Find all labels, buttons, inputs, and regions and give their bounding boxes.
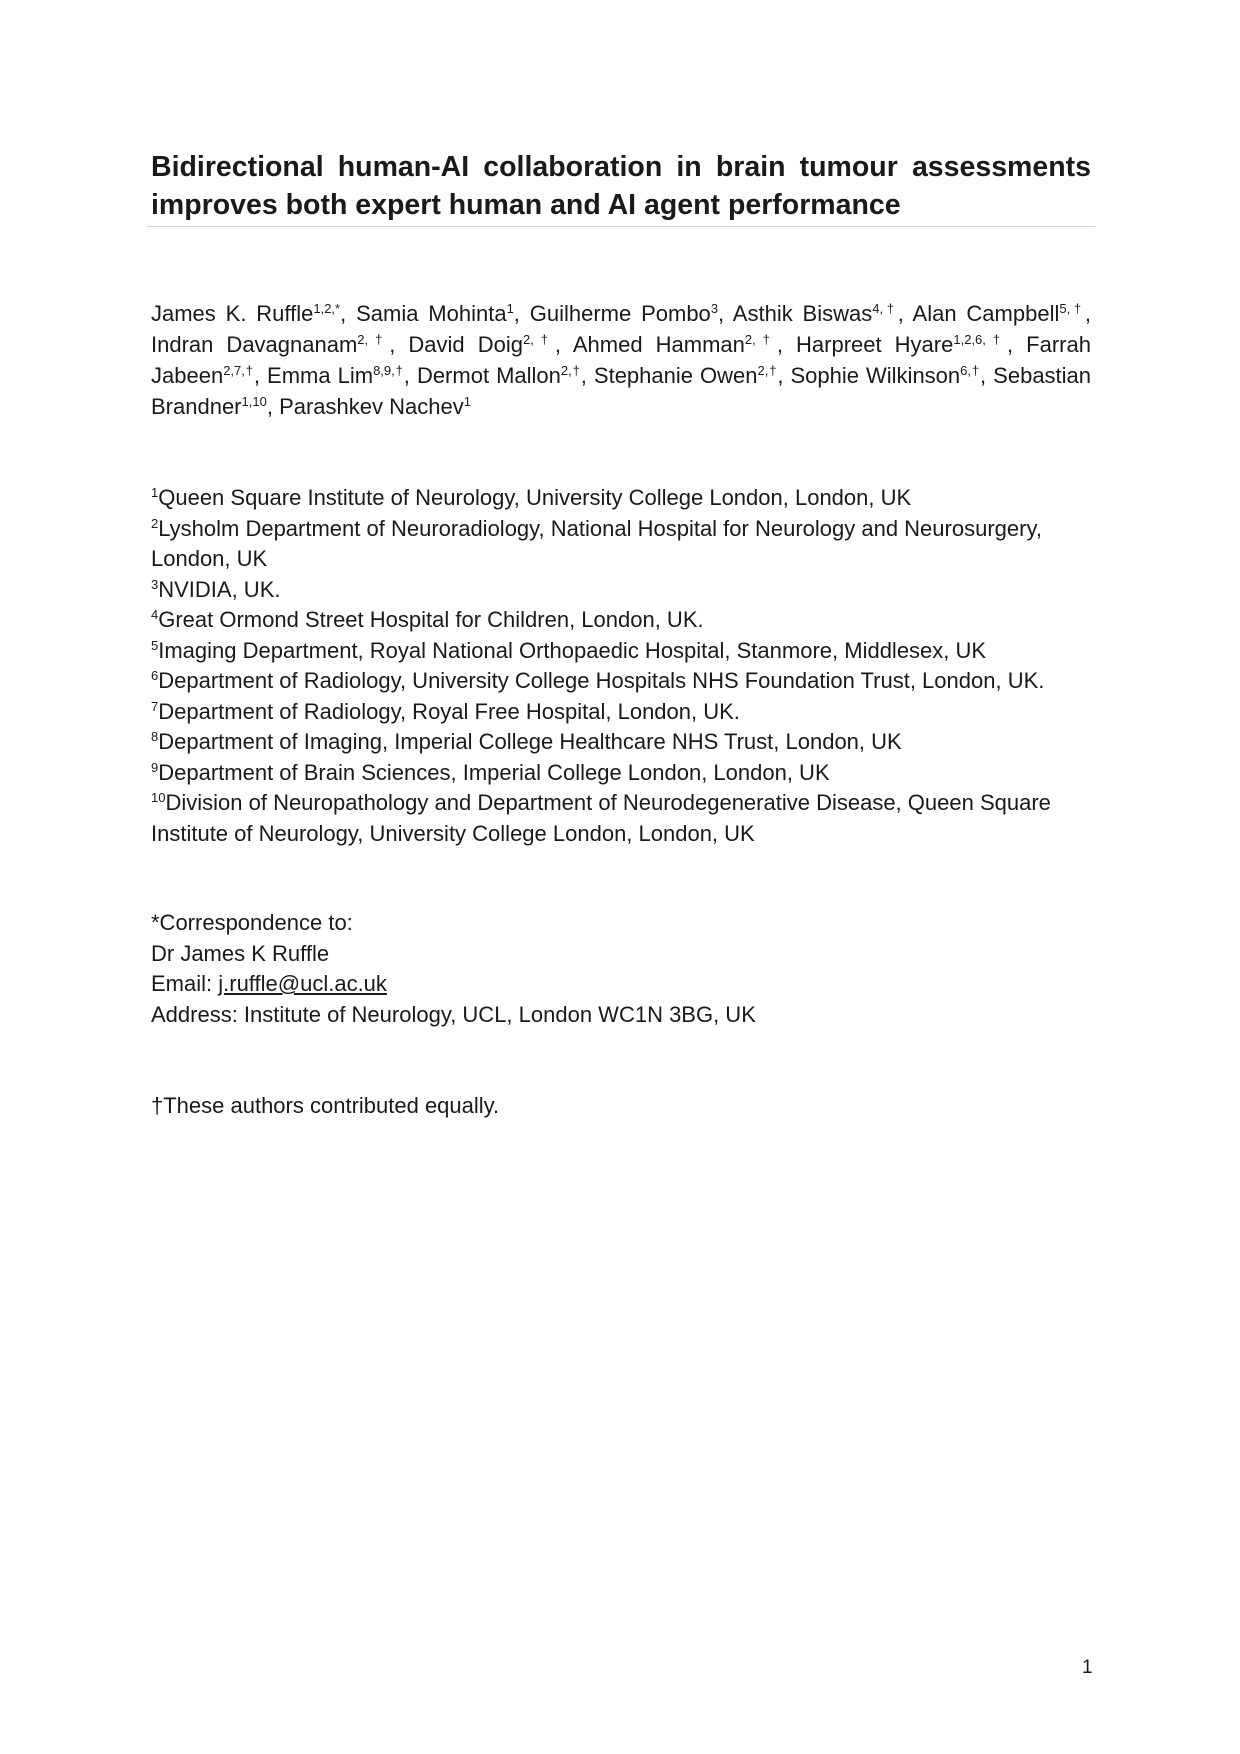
affiliation-text: Lysholm Department of Neuroradiology, National Hospital for Neurology and Neurosurgery, London, UK xyxy=(151,515,1042,571)
author xyxy=(267,363,404,388)
author-affiliation-marks: 3 xyxy=(710,301,719,316)
affiliation-number: 2 xyxy=(151,515,159,531)
affiliation-number: 10 xyxy=(151,790,166,805)
affiliation-number: 4 xyxy=(151,607,159,622)
affiliation-text: Great Ormond Street Hospital for Children, London, UK. xyxy=(158,607,704,632)
affiliation-number: 8 xyxy=(151,729,159,744)
author-name: Ahmed Hamman xyxy=(572,332,745,357)
affiliation-item xyxy=(151,727,1091,758)
author-name: Harpreet Hyare xyxy=(796,332,954,357)
author-affiliation-marks: 2,† xyxy=(522,332,555,347)
author-name: Indran Davagnanam xyxy=(151,332,358,357)
author-affiliation-marks: 2,7,† xyxy=(223,363,254,378)
email-link[interactable]: j.ruffle@ucl.ac.uk xyxy=(218,971,387,996)
author-affiliation-marks: 1 xyxy=(463,394,471,409)
author-name: Sebastian Brandner xyxy=(151,363,1092,419)
author-name: Alan Campbell xyxy=(912,301,1060,326)
affiliation-number: 6 xyxy=(151,668,159,683)
author-affiliation-marks: 1,2,* xyxy=(313,301,341,316)
author-affiliation-marks: 2,† xyxy=(744,332,777,347)
author xyxy=(151,301,340,326)
author xyxy=(594,363,777,388)
affiliation-item xyxy=(151,605,1091,636)
author-list: James K. Ruffle$^{1,2,*}$, Samia Mohinta$^1$, Guilherme Pombo$^3$, Asthik Biswas$^{4,\dagger}$, Alan Campbell$^{5,\dagger}$, Indran Davagnanam$^{2,\dagger}$, David Doig$^{2,\dagger}$, Ahmed Hamman$^{2,\dagger}$, Harpreet Hyare$^{1,2,6,\dagger}$, Farrah Jabeen$^{2,7,\dagger}$, Emma Lim$^{8,9,\dagger}$, Dermot Mallon$^{2,\dagger}$, Stephanie Owen$^{2,\dagger}$, Sophie Wilkinson$^{6,\dagger}$, Sebastian Brandner$^{1,10}$, Parashkev Nachev$^1$ xyxy=(151,301,1092,419)
affiliation-list xyxy=(151,483,1091,849)
author-affiliation-marks: 2,† xyxy=(757,363,778,378)
author-name: Emma Lim xyxy=(267,363,374,388)
author-affiliation-marks: 1 xyxy=(506,301,514,316)
author-name: Parashkev Nachev xyxy=(279,394,464,419)
author-name: Dermot Mallon xyxy=(416,363,561,388)
author xyxy=(913,301,1085,326)
author-affiliation-marks: 2,† xyxy=(560,363,581,378)
correspondence-heading: *Correspondence to: xyxy=(151,910,353,935)
affiliation-item xyxy=(151,697,1091,728)
author-affiliation-marks: 8,9,† xyxy=(373,363,404,378)
affiliation-item xyxy=(151,636,1091,667)
author-name: Asthik Biswas xyxy=(732,301,873,326)
author xyxy=(733,301,898,326)
author xyxy=(791,363,981,388)
affiliation-number: 5 xyxy=(151,637,159,653)
affiliation-number: 3 xyxy=(151,576,159,592)
author-name: David Doig xyxy=(408,332,523,357)
author xyxy=(530,301,718,326)
affiliation-item xyxy=(151,788,1091,849)
affiliation-number: 9 xyxy=(151,759,159,775)
author xyxy=(796,332,1007,357)
author xyxy=(417,363,581,388)
author xyxy=(408,332,555,357)
affiliation-item xyxy=(151,758,1091,789)
affiliation-text: Department of Brain Sciences, Imperial College London, London, UK xyxy=(158,759,830,785)
affiliation-text: Imaging Department, Royal National Orthopaedic Hospital, Stanmore, Middlesex, UK xyxy=(158,637,987,663)
author xyxy=(573,332,777,357)
affiliation-number: 1 xyxy=(151,485,159,500)
correspondence-name: Dr James K Ruffle xyxy=(151,940,330,966)
title-divider xyxy=(147,226,1095,227)
correspondence-address: Address: Institute of Neurology, UCL, London WC1N 3BG, UK xyxy=(151,1001,756,1027)
paper-title: Bidirectional human-AI collaboration in brain tumour assessments improves both expert human and AI agent performance xyxy=(151,151,1091,221)
author-affiliation-marks: 4,† xyxy=(872,301,898,316)
author-affiliation-marks: 5,† xyxy=(1059,301,1085,316)
affiliation-text: Department of Imaging, Imperial College Healthcare NHS Trust, London, UK xyxy=(158,729,902,754)
affiliation-item xyxy=(151,575,1091,606)
affiliation-text: NVIDIA, UK. xyxy=(158,576,281,602)
affiliation-item xyxy=(151,514,1091,575)
affiliation-text: Division of Neuropathology and Department of Neurodegenerative Disease, Queen Square Institute of Neurology, University College London, London, UK xyxy=(151,790,1051,846)
author xyxy=(279,394,471,419)
author-name: Farrah Jabeen xyxy=(151,332,1091,388)
correspondence-block xyxy=(151,908,1091,1030)
affiliation-text: Department of Radiology, Royal Free Hospital, London, UK. xyxy=(158,698,740,724)
affiliation-text: Department of Radiology, University College Hospitals NHS Foundation Trust, London, UK. xyxy=(158,668,1045,693)
author-affiliation-marks: 6,† xyxy=(960,363,981,378)
author-affiliation-marks: 2,† xyxy=(357,332,390,347)
affiliation-item xyxy=(151,483,1091,514)
author-name: Stephanie Owen xyxy=(593,363,758,388)
author xyxy=(356,301,514,326)
equal-contribution-note: †These authors contributed equally. xyxy=(151,1093,500,1118)
author-name: Samia Mohinta xyxy=(356,301,507,326)
author-name: Sophie Wilkinson xyxy=(790,363,961,388)
affiliation-item xyxy=(151,666,1091,697)
author-affiliation-marks: 1,10 xyxy=(241,394,267,409)
page-number: 1 xyxy=(1082,1657,1093,1678)
author-affiliation-marks: 1,2,6,† xyxy=(953,332,1007,347)
affiliation-number: 7 xyxy=(151,698,159,714)
author xyxy=(151,332,389,357)
author-name: Guilherme Pombo xyxy=(529,301,711,326)
email-label: Email: xyxy=(151,971,219,996)
affiliation-text: Queen Square Institute of Neurology, University College London, London, UK xyxy=(158,485,912,510)
author-name: James K. Ruffle xyxy=(151,301,314,326)
correspondence-email-line xyxy=(151,969,1091,1000)
